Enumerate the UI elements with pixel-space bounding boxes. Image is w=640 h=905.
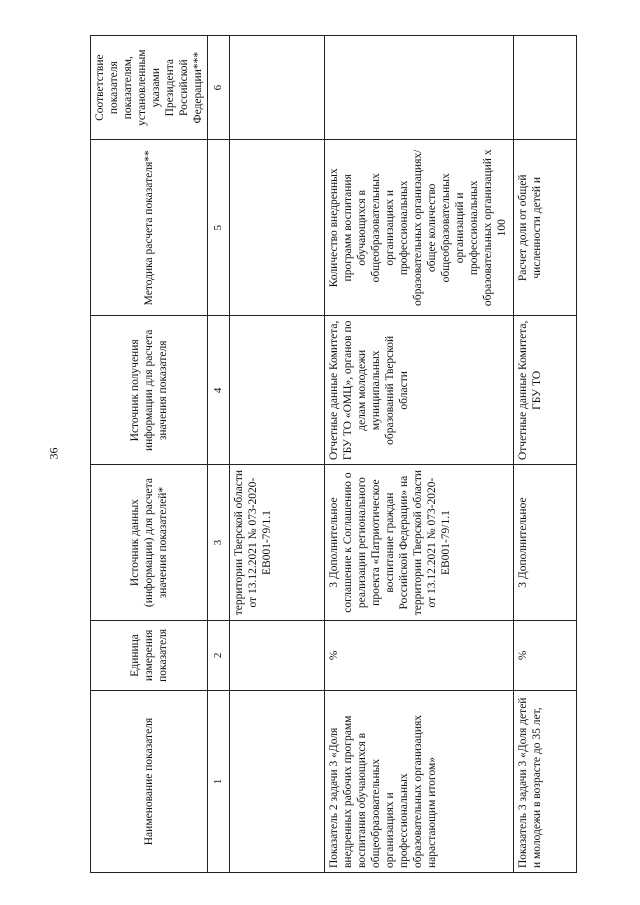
header-data-source: Источник данных (информации) для расчета значения показателей* [91, 465, 208, 620]
column-number: 6 [208, 36, 230, 140]
cell-compliance [230, 36, 325, 140]
cell-info-source [230, 316, 325, 465]
header-compliance: Соответствие показателя показателям, установленным указами Президента Российской Федерации*** [91, 36, 208, 140]
cell-indicator-name [230, 691, 325, 873]
cell-compliance [514, 36, 577, 140]
header-method: Методика расчета показателя** [91, 140, 208, 316]
header-info-source: Источник получения информации для расчета значения показателя [91, 316, 208, 465]
cell-unit: % [514, 620, 577, 690]
column-number: 5 [208, 140, 230, 316]
column-number-row [208, 36, 230, 873]
cell-info-source: Отчетные данные Комитета, ГБУ ТО [514, 316, 577, 465]
column-number: 1 [208, 691, 230, 873]
header-unit: Единица измерения показателя [91, 620, 208, 690]
cell-method [230, 140, 325, 316]
header-indicator-name: Наименование показателя [91, 691, 208, 873]
indicators-table [90, 35, 577, 873]
table-row [325, 36, 514, 873]
cell-indicator-name: Показатель 2 задачи 3 «Доля внедренных рабочих программ воспитания обучающихся в общеобразовательных организациях и профессиональных образовательных организациях нарастающим итогом» [325, 691, 514, 873]
column-number: 3 [208, 465, 230, 620]
column-number: 4 [208, 316, 230, 465]
cell-compliance [325, 36, 514, 140]
table-row [230, 36, 325, 873]
rotated-table-page [90, 35, 576, 873]
page-number: 36 [46, 447, 61, 460]
cell-info-source: Отчетные данные Комитета, ГБУ ТО «ОМЦ», органов по делам молодежи муниципальных образований Тверской области [325, 316, 514, 465]
cell-method: Количество внедренных программ воспитания обучающихся в общеобразовательных организациях и профессиональных образовательных организациях/общее количество общеобразовательных организаций и профессиональных образовательных организаций х 100 [325, 140, 514, 316]
cell-unit: % [325, 620, 514, 690]
cell-data-source: территории Тверской области от 13.12.2021 № 073-2020-EB001-79/1.1 [230, 465, 325, 620]
cell-unit [230, 620, 325, 690]
cell-data-source: 3 Дополнительное [514, 465, 577, 620]
column-number: 2 [208, 620, 230, 690]
header-row [91, 36, 208, 873]
cell-method: Расчет доли от общей численности детей и [514, 140, 577, 316]
table-row [514, 36, 577, 873]
cell-data-source: 3 Дополнительное соглашение к Соглашению о реализации регионального проекта «Патриотическое воспитание граждан Российской Федерации» на территории Тверской области от 13.12.2021 № 073-2020-EB001-79/1.1 [325, 465, 514, 620]
cell-indicator-name: Показатель 3 задачи 3 «Доля детей и молодежи в возрасте до 35 лет, [514, 691, 577, 873]
